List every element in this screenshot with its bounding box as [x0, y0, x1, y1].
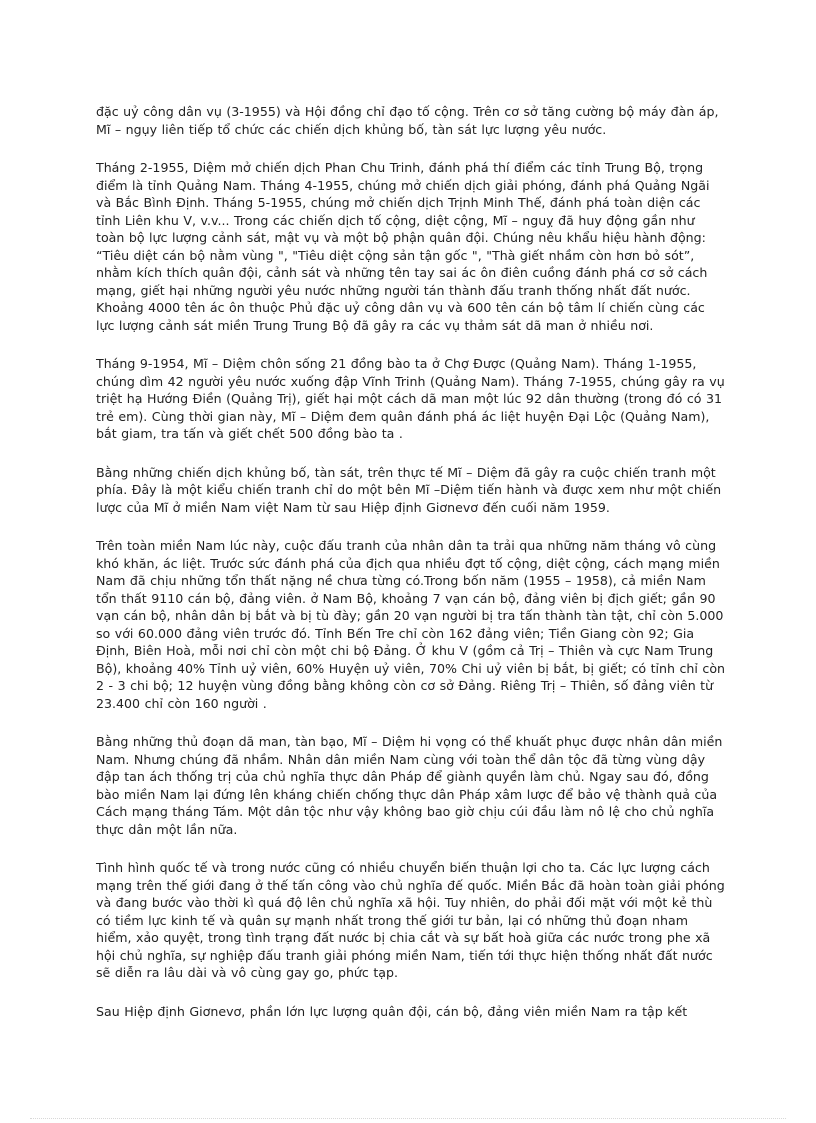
document-page: [96, 103, 726, 1020]
paragraph-6: Bằng những thủ đoạn dã man, tàn bạo, Mĩ – Diệm hi vọng có thể khuất phục được nhân dân miền Nam. Nhưng chúng đã nhầm. Nhân dân miền Nam cùng với toàn thể dân tộc đã từng vùng dậy đập tan ách thống trị của chủ nghĩa thực dân Pháp để giành quyền làm chủ. Ngay sau đó, đồng bào miền Nam lại đứng lên kháng chiến chống thực dân Pháp xâm lược để bảo vệ thành quả của Cách mạng tháng Tám. Một dân tộc như vậy không bao giờ chịu cúi đầu làm nô lệ cho chủ nghĩa thực dân một lần nữa.: [96, 734, 723, 837]
paragraph-8: Sau Hiệp định Giơnevơ, phần lớn lực lượng quân đội, cán bộ, đảng viên miền Nam ra tập kết: [96, 1003, 688, 1019]
paragraph-5: Trên toàn miền Nam lúc này, cuộc đấu tranh của nhân dân ta trải qua những năm tháng vô cùng khó khăn, ác liệt. Trước sức đánh phá của địch qua nhiều đợt tố cộng, diệt cộng, cách mạng miền Nam đã chịu những tổn thất nặng nề chưa từng có.Trong bốn năm (1955 – 1958), cả miền Nam tổn thất 9110 cán bộ, đảng viên. ở Nam Bộ, khoảng 7 vạn cán bộ, đảng viên bị địch giết; gần 90 vạn cán bộ, nhân dân bị bắt và bị tù đày; gần 20 vạn người bị tra tấn thành tàn tật, chỉ còn 5.000 so với 60.000 đảng viên trước đó. Tỉnh Bến Tre chỉ còn 162 đảng viên; Tiền Giang còn 92; Gia Định, Biên Hoà, mỗi nơi chỉ còn một chi bộ Đảng. Ở khu V (gồm cả Trị – Thiên và cực Nam Trung Bộ), khoảng 40% Tỉnh uỷ viên, 60% Huyện uỷ viên, 70% Chi uỷ viên bị bắt, bị giết; có tỉnh chỉ còn 2 - 3 chi bộ; 12 huyện vùng đồng bằng không còn cơ sở Đảng. Riêng Trị – Thiên, số đảng viên từ 23.400 chỉ còn 160 người .: [96, 538, 726, 711]
paragraph-4: Bằng những chiến dịch khủng bố, tàn sát, trên thực tế Mĩ – Diệm đã gây ra cuộc chiến tranh một phía. Đây là một kiểu chiến tranh chỉ do một bên Mĩ –Diệm tiến hành và được xem như một chiến lược của Mĩ ở miền Nam việt Nam từ sau Hiệp định Giơnevơ đến cuối năm 1959.: [96, 464, 722, 515]
page-bottom-divider: [30, 1118, 786, 1119]
paragraph-1: đặc uỷ công dân vụ (3-1955) và Hội đồng chỉ đạo tố cộng. Trên cơ sở tăng cường bộ máy đàn áp, Mĩ – ngụy liên tiếp tổ chức các chiến dịch khủng bố, tàn sát lực lượng yêu nước.: [96, 104, 719, 137]
paragraph-3: Tháng 9-1954, Mĩ – Diệm chôn sống 21 đồng bào ta ở Chợ Được (Quảng Nam). Tháng 1-1955, chúng dìm 42 người yêu nước xuống đập Vĩnh Trinh (Quảng Nam). Tháng 7-1955, chúng gây ra vụ triệt hạ Hướng Điền (Quảng Trị), giết hại một cách dã man một lúc 92 dân thường (trong đó có 31 trẻ em). Cùng thời gian này, Mĩ – Diệm đem quân đánh phá ác liệt huyện Đại Lộc (Quảng Nam), bắt giam, tra tấn và giết chết 500 đồng bào ta .: [96, 356, 725, 441]
paragraph-2: Tháng 2-1955, Diệm mở chiến dịch Phan Chu Trinh, đánh phá thí điểm các tỉnh Trung Bộ, trọng điểm là tỉnh Quảng Nam. Tháng 4-1955, chúng mở chiến dịch giải phóng, đánh phá Quảng Ngãi và Bắc Bình Định. Tháng 5-1955, chúng mở chiến dịch Trịnh Minh Thế, đánh phá toàn diện các tỉnh Liên khu V, v.v... Trong các chiến dịch tố cộng, diệt cộng, Mĩ – nguỵ đã huy động gần như toàn bộ lực lượng cảnh sát, mật vụ và một bộ phận quân đội. Chúng nêu khẩu hiệu hành động: “Tiêu diệt cán bộ nằm vùng ", "Tiêu diệt cộng sản tận gốc ", "Thà giết nhầm còn hơn bỏ sót”, nhằm kích thích quân đội, cảnh sát và những tên tay sai ác ôn điên cuồng đánh phá cơ sở cách mạng, giết hại những người yêu nước những người tán thành đấu tranh thống nhất đất nước. Khoảng 4000 tên ác ôn thuộc Phủ đặc uỷ công dân vụ và 600 tên cán bộ tâm lí chiến cùng các lực lượng cảnh sát miền Trung Trung Bộ đã gây ra các vụ thảm sát dã man ở nhiều nơi.: [96, 160, 710, 333]
paragraph-7: Tình hình quốc tế và trong nước cũng có nhiều chuyển biến thuận lợi cho ta. Các lực lượng cách mạng trên thế giới đang ở thế tấn công vào chủ nghĩa đế quốc. Miền Bắc đã hoàn toàn giải phóng và đang bước vào thời kì quá độ lên chủ nghĩa xã hội. Tuy nhiên, do phải đối mặt với một kẻ thù có tiềm lực kinh tế và quân sự mạnh nhất trong thế giới tư bản, lại có những thủ đoạn nham hiểm, xảo quyệt, trong tình trạng đất nước bị chia cắt và sự bất hoà giữa các nước trong phe xã hội chủ nghĩa, sự nghiệp đấu tranh giải phóng miền Nam, tiến tới thực hiện thống nhất đất nước sẽ diễn ra lâu dài và vô cùng gay go, phức tạp.: [96, 860, 725, 980]
